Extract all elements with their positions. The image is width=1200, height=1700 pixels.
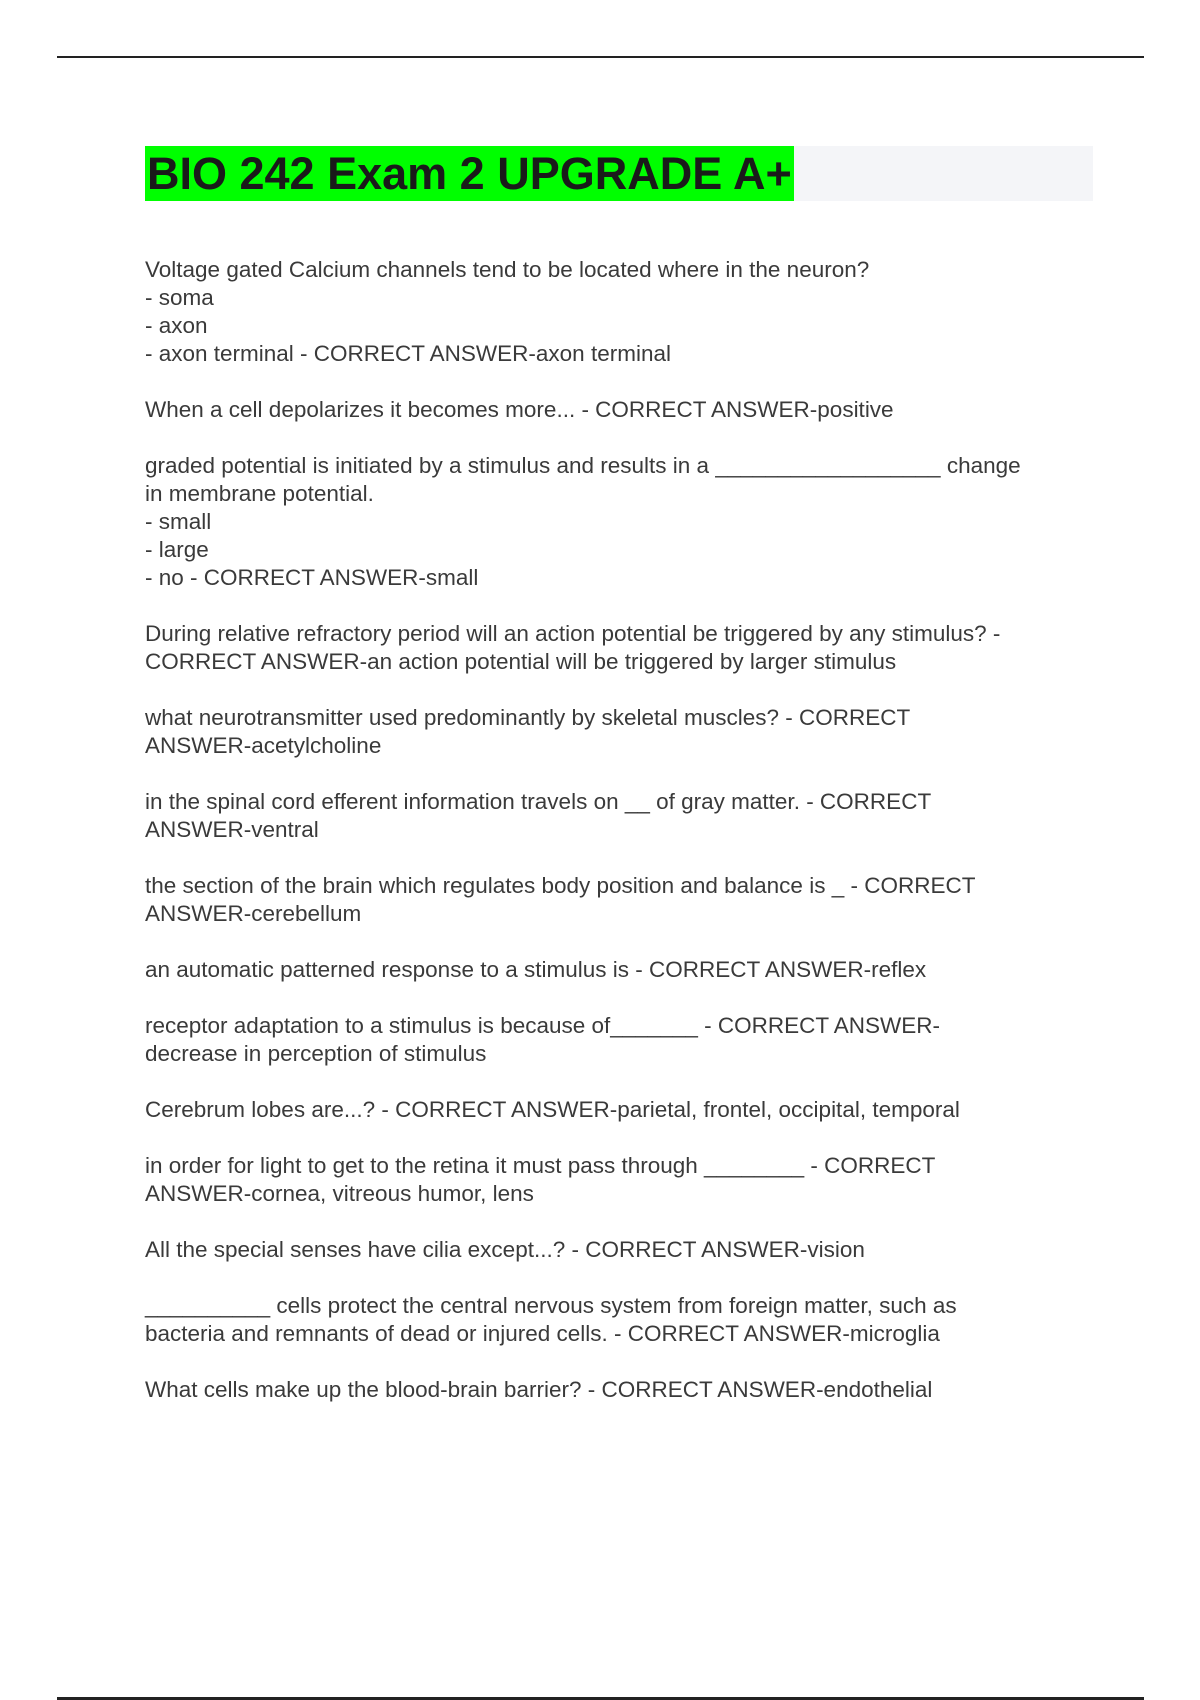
qa-item bbox=[145, 1236, 1095, 1264]
qa-item bbox=[145, 1012, 1095, 1068]
qa-item bbox=[145, 788, 1095, 844]
qa-line: decrease in perception of stimulus bbox=[145, 1041, 487, 1066]
qa-item bbox=[145, 704, 1095, 760]
qa-item bbox=[145, 1152, 1095, 1208]
qa-list bbox=[145, 256, 1095, 1432]
qa-line: When a cell depolarizes it becomes more... - CORRECT ANSWER-positive bbox=[145, 397, 894, 422]
qa-item bbox=[145, 1376, 1095, 1404]
qa-line: receptor adaptation to a stimulus is because of_______ - CORRECT ANSWER- bbox=[145, 1013, 940, 1038]
qa-line: ANSWER-cerebellum bbox=[145, 901, 362, 926]
qa-item bbox=[145, 256, 1095, 368]
qa-line: in membrane potential. bbox=[145, 481, 374, 506]
qa-line: - soma bbox=[145, 285, 214, 310]
qa-line: - small bbox=[145, 509, 212, 534]
qa-line: __________ cells protect the central nervous system from foreign matter, such as bbox=[145, 1293, 957, 1318]
qa-item bbox=[145, 396, 1095, 424]
qa-line: in order for light to get to the retina it must pass through ________ - CORRECT bbox=[145, 1153, 936, 1178]
qa-item bbox=[145, 452, 1095, 592]
qa-line: ANSWER-acetylcholine bbox=[145, 733, 382, 758]
qa-line: During relative refractory period will an action potential be triggered by any stimulus? - bbox=[145, 621, 1001, 646]
qa-line: in the spinal cord efferent information travels on __ of gray matter. - CORRECT bbox=[145, 789, 932, 814]
qa-line: What cells make up the blood-brain barrier? - CORRECT ANSWER-endothelial bbox=[145, 1377, 933, 1402]
qa-line: an automatic patterned response to a stimulus is - CORRECT ANSWER-reflex bbox=[145, 957, 927, 982]
qa-item bbox=[145, 872, 1095, 928]
qa-line: - axon terminal - CORRECT ANSWER-axon terminal bbox=[145, 341, 671, 366]
qa-item bbox=[145, 956, 1095, 984]
qa-line: what neurotransmitter used predominantly by skeletal muscles? - CORRECT bbox=[145, 705, 911, 730]
qa-line: - large bbox=[145, 537, 209, 562]
qa-line: the section of the brain which regulates body position and balance is _ - CORRECT bbox=[145, 873, 976, 898]
qa-line: - no - CORRECT ANSWER-small bbox=[145, 565, 479, 590]
qa-line: graded potential is initiated by a stimulus and results in a __________________ change bbox=[145, 453, 1021, 478]
qa-line: Voltage gated Calcium channels tend to be located where in the neuron? bbox=[145, 257, 870, 282]
qa-item bbox=[145, 1096, 1095, 1124]
qa-line: ANSWER-cornea, vitreous humor, lens bbox=[145, 1181, 534, 1206]
qa-line: - axon bbox=[145, 313, 208, 338]
qa-line: CORRECT ANSWER-an action potential will be triggered by larger stimulus bbox=[145, 649, 897, 674]
qa-line: bacteria and remnants of dead or injured cells. - CORRECT ANSWER-microglia bbox=[145, 1321, 940, 1346]
page-title: BIO 242 Exam 2 UPGRADE A+ bbox=[147, 148, 792, 199]
top-rule bbox=[57, 56, 1144, 58]
qa-item bbox=[145, 1292, 1095, 1348]
qa-line: ANSWER-ventral bbox=[145, 817, 319, 842]
qa-item bbox=[145, 620, 1095, 676]
qa-line: All the special senses have cilia except...? - CORRECT ANSWER-vision bbox=[145, 1237, 865, 1262]
qa-line: Cerebrum lobes are...? - CORRECT ANSWER-parietal, frontel, occipital, temporal bbox=[145, 1097, 960, 1122]
